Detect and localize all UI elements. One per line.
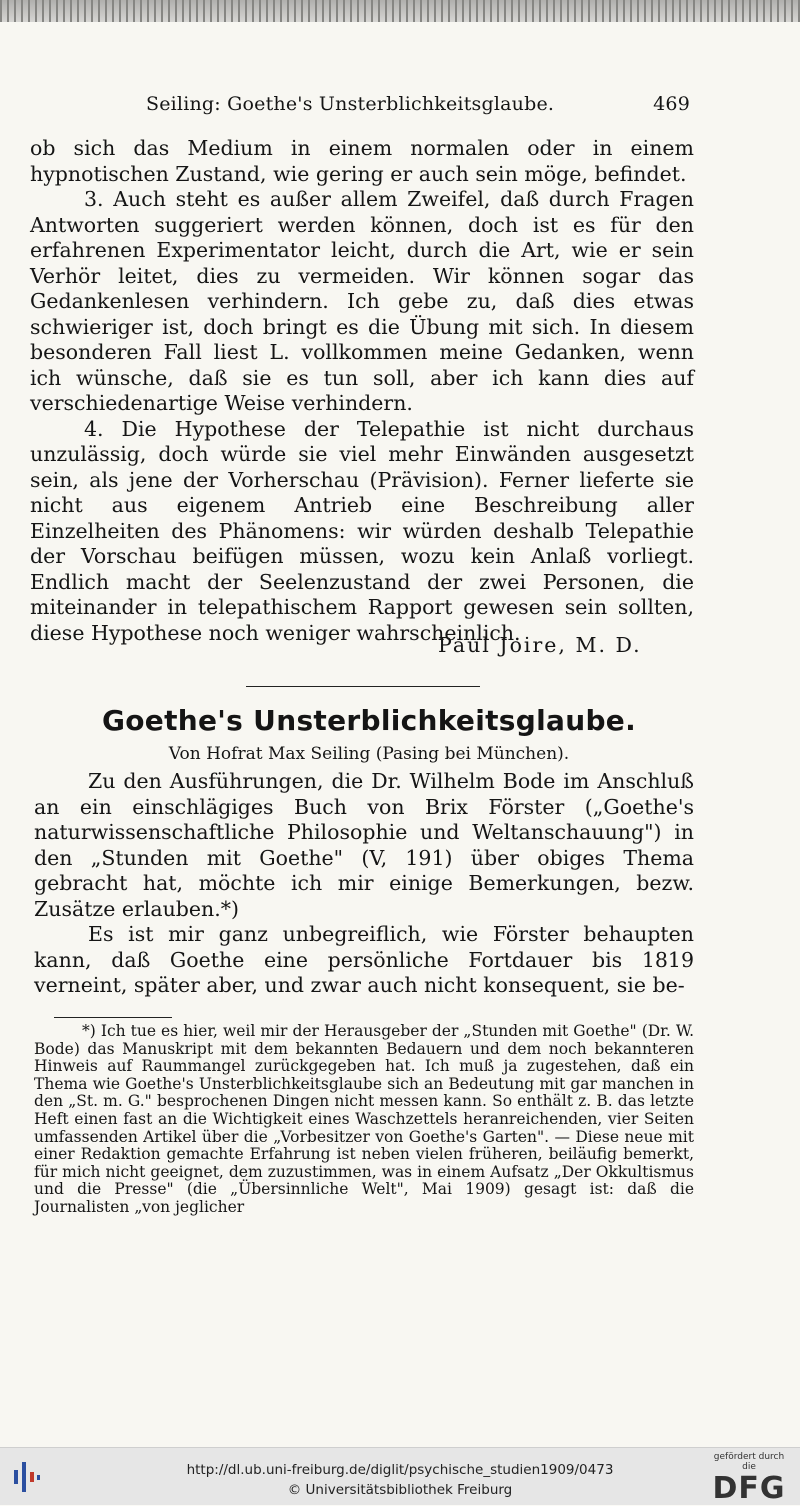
page-number: 469 (653, 93, 690, 115)
copyright-text: © Universitätsbibliothek Freiburg (287, 1482, 513, 1498)
dfg-logo (706, 1452, 792, 1506)
paragraph: 4. Die Hypothese der Telepathie ist nicht durchaus unzulässig, doch würde sie viel mehr Einwänden ausgesetzt sein, als jene der Vorherschau (Prävision). Ferner lieferte sie nicht aus eigenem Antrieb eine Beschreibung aller Einzelheiten des Phänomens: wir würden deshalb Telepathie der Vorschau beifügen müssen, wozu kein Anlaß vorliegt. Endlich macht der Seelenzustand der zwei Personen, die miteinander in telepathischem Rapport gewesen sein sollten, diese Hypothese noch weniger wahrscheinlich. (30, 416, 694, 645)
article-body (34, 769, 694, 999)
paragraph: Es ist mir ganz unbegreiflich, wie Förster behaupten kann, daß Goethe eine persönliche Fortdauer bis 1819 verneint, später aber, und zwar auch nicht konsequent, sie be- (34, 922, 694, 997)
footnote (34, 1023, 694, 1217)
dfg-wordmark: DFG (712, 1471, 786, 1506)
footnote-rule (54, 1017, 172, 1018)
citation-link[interactable]: http://dl.ub.uni-freiburg.de/diglit/psychische_studien1909/0473 (186, 1462, 614, 1478)
running-head-title: Seiling: Goethe's Unsterblichkeitsglaube. (146, 93, 555, 115)
article-title: Goethe's Unsterblichkeitsglaube. (101, 704, 637, 737)
article-byline: Von Hofrat Max Seiling (Pasing bei München). (168, 744, 570, 764)
paragraph: ob sich das Medium in einem normalen oder in einem hypnotischen Zustand, wie gering er auch sein möge, befindet. (30, 136, 694, 186)
previous-article-text (30, 136, 694, 646)
section-divider (246, 686, 480, 687)
paragraph: Zu den Ausführungen, die Dr. Wilhelm Bode im Anschluß an ein einschlägiges Buch von Brix Förster („Goethe's naturwissenschaftliche Philosophie und Weltanschauung") in den „Stunden mit Goethe" (V, 191) über obiges Thema gebracht hat, möchte ich mir einige Bemerkungen, bezw. Zusätze erlauben.*) (34, 769, 694, 921)
author-signature: Paul Joire, M. D. (438, 633, 642, 657)
page-top-edge (0, 0, 800, 22)
dfg-caption: gefördert durch die (713, 1452, 785, 1472)
paragraph: 3. Auch steht es außer allem Zweifel, daß durch Fragen Antworten suggeriert werden können, doch ist es für den erfahrenen Experimentator leicht, durch die Art, wie er sein Verhör leitet, dies zu vermeiden. Wir können sogar das Gedankenlesen verhindern. Ich gebe zu, daß dies etwas schwieriger ist, doch bringt es die Übung mit sich. In diesem besonderen Fall liest L. vollkommen meine Gedanken, wenn ich wünsche, daß sie es tun soll, aber ich kann dies auf verschiedenartige Weise verhindern. (30, 187, 694, 415)
viewer-footer (0, 1447, 800, 1505)
running-head (146, 93, 690, 123)
footnote-text: *) Ich tue es hier, weil mir der Herausgeber der „Stunden mit Goethe" (Dr. W. Bode) das Manuskript mit dem bekannten Bedauern und dem noch bekannteren Hinweis auf Raummangel zurückgegeben hat. Ich muß ja zugestehen, daß ein Thema wie Goethe's Unsterblichkeitsglaube sich an Bedeutung mit gar manchen in den „St. m. G." besprochenen Dingen nicht messen kann. So enthält z. B. das letzte Heft einen fast an die Wichtigkeit eines Waschzettels heranreichenden, vier Seiten umfassenden Artikel über die „Vorbesitzer von Goethe's Garten". — Diese neue mit einer Redaktion gemachte Erfahrung ist neben vielen früheren, beiläufig bemerkt, für mich nicht geeignet, dem zuzustimmen, was in einem Aufsatz „Der Okkultismus und die Presse" (die „Übersinnliche Welt", Mai 1909) gesagt ist: daß die Journalisten „von jeglicher (34, 1022, 694, 1216)
